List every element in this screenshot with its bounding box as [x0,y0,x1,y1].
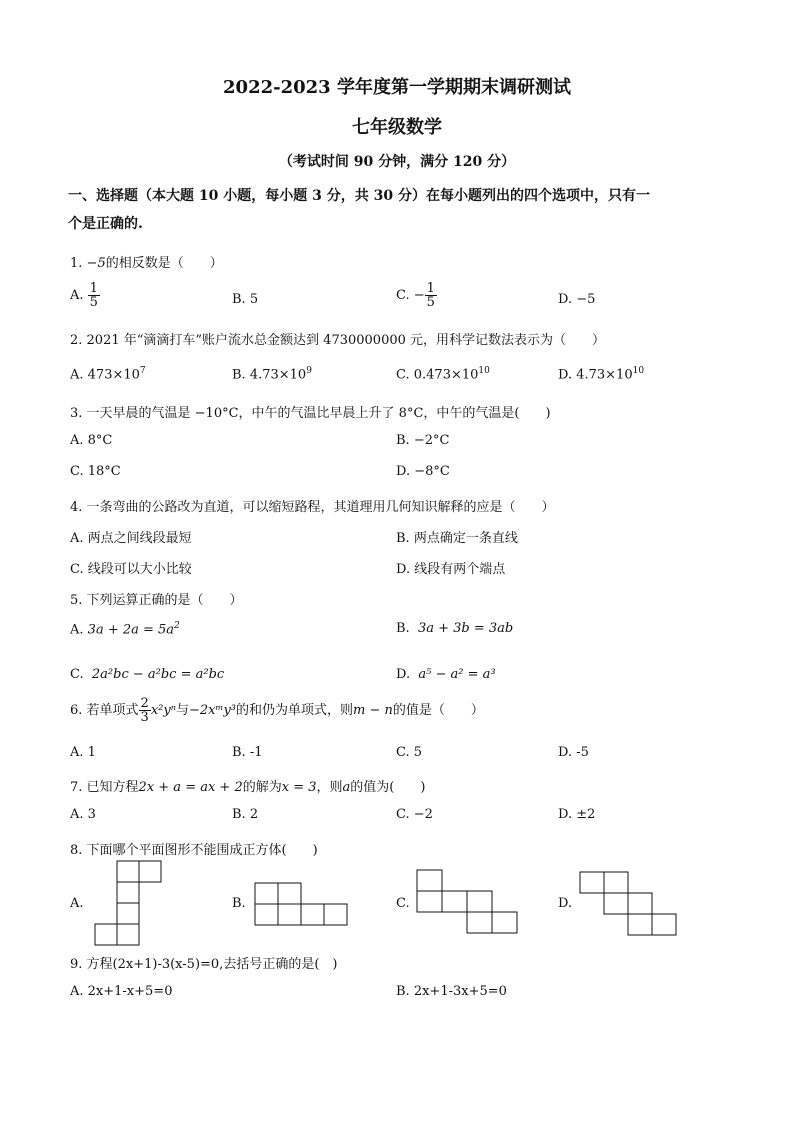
question-9: 9. 方程(2x+1)-3(x-5)=0,去括号正确的是( ) [70,957,338,972]
q6-option-a[interactable]: A. 1 [70,745,96,760]
q3-option-d[interactable]: D. −8°C [396,464,450,479]
question-7: 7. 已知方程2x + a = ax + 2的解为x = 3，则a的值为( ) [70,780,426,795]
section-heading-line1: 一、选择题（本大题 10 小题，每小题 3 分，共 30 分）在每小题列出的四个选项中，只有一 [68,188,650,204]
q4-option-c[interactable]: C. 线段可以大小比较 [70,562,192,577]
q3-option-b[interactable]: B. −2°C [396,433,450,448]
question-2: 2. 2021 年“滴滴打车”账户流水总金额达到 4730000000 元，用科学记数法表示为（ ） [70,333,606,348]
q8-net-d [579,871,679,937]
q1-option-d[interactable]: D. −5 [558,292,596,307]
question-5: 5. 下列运算正确的是（ ） [70,593,243,608]
q1-a-fraction: $\frac{1}{5}$ [89,281,98,310]
q5-option-c[interactable]: C. 2a²bc − a²bc = a²bc [70,667,225,682]
q8-option-b[interactable]: B. [232,896,246,911]
section-heading-line2: 个是正确的. [68,216,143,232]
q6-option-d[interactable]: D. -5 [558,745,589,760]
q9-option-b[interactable]: B. 2x+1-3x+5=0 [396,984,507,999]
q8-net-c [416,869,520,937]
q4-option-d[interactable]: D. 线段有两个端点 [396,562,506,577]
q5-option-a[interactable]: A. $3a + 2a = 5a^2$ [70,621,180,638]
q2-option-d[interactable]: D. $4.73\times 10^{10}$ [558,366,645,383]
exam-subject: 七年级数学 [352,117,442,138]
q2-option-b[interactable]: B. $4.73\times 10^9$ [232,366,312,383]
q1-option-a[interactable] [70,282,100,309]
q7-option-b[interactable]: B. 2 [232,807,259,822]
question-6: 6. 若单项式 $\frac{2}{3}$ x²yⁿ与−2xᵐy³的和仍为单项式，则m − n的值是（ ） [70,696,484,725]
q1-option-b[interactable]: B. 5 [232,292,259,307]
q8-option-c[interactable]: C. [396,896,410,911]
q1-c-sign: − [413,288,425,303]
q4-option-a[interactable]: A. 两点之间线段最短 [70,531,192,546]
q5-option-d[interactable]: D. a⁵ − a² = a³ [396,667,496,682]
question-1 [70,252,223,271]
question-3: 3. 一天早晨的气温是 −10°C，中午的气温比早晨上升了 8°C，中午的气温是( ) [70,406,551,421]
q1-option-c[interactable] [396,282,437,309]
q2-option-c[interactable]: C. $0.473\times 10^{10}$ [396,366,490,383]
q7-option-a[interactable]: A. 3 [70,807,96,822]
q6-option-b[interactable]: B. -1 [232,745,263,760]
q9-option-a[interactable]: A. 2x+1-x+5=0 [70,984,173,999]
q3-option-a[interactable]: A. 8°C [70,433,113,448]
q1-a-label: A. [70,288,84,303]
exam-title: 2022-2023 学年度第一学期期末调研测试 [223,77,571,98]
question-4: 4. 一条弯曲的公路改为直道，可以缩短路程，其道理用几何知识解释的应是（ ） [70,500,555,515]
q8-net-a [92,860,166,946]
q1-text: 的相反数是（ ） [105,256,223,271]
q8-net-b [252,881,348,927]
q7-option-c[interactable]: C. −2 [396,807,433,822]
q3-option-c[interactable]: C. 18°C [70,464,121,479]
q6-fraction: $\frac{2}{3}$ [140,696,149,725]
q7-option-d[interactable]: D. ±2 [558,807,596,822]
q8-option-a[interactable]: A. [70,896,84,911]
q4-option-b[interactable]: B. 两点确定一条直线 [396,531,518,546]
q8-option-d[interactable]: D. [558,896,573,911]
exam-note: （考试时间 90 分钟，满分 120 分） [278,154,516,170]
question-8: 8. 下面哪个平面图形不能围成正方体( ) [70,843,318,858]
q5-option-b[interactable]: B. 3a + 3b = 3ab [396,621,514,636]
q1-c-label: C. [396,288,410,303]
q2-option-a[interactable]: A. $473\times 10^7$ [70,366,146,383]
q1-number: 1. [70,256,87,271]
q6-option-c[interactable]: C. 5 [396,745,423,760]
q1-c-fraction: $\frac{1}{5}$ [426,281,435,310]
q1-math: −5 [86,256,106,271]
